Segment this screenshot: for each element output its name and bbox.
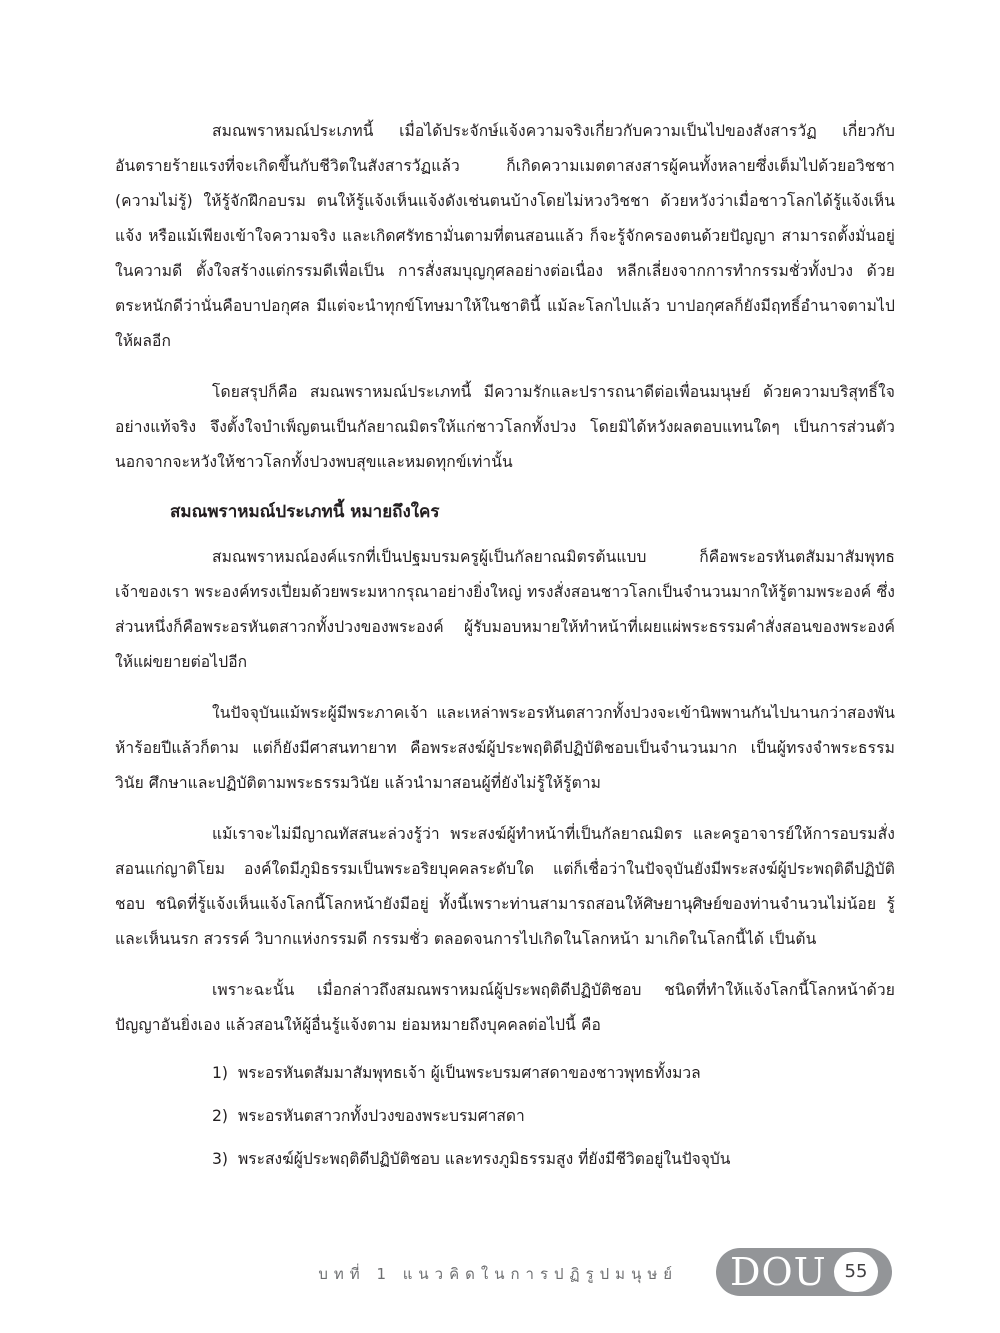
paragraph: สมณพราหมณ์องค์แรกที่เป็นปฐมบรมครูผู้เป็นกัลยาณมิตรต้นแบบ ก็คือพระอรหันตสัมมาสัมพุทธเจ้าของเรา พระองค์ทรงเปี่ยมด้วยพระมหากรุณาอย่างยิ่งใหญ่ ทรงสั่งสอนชาวโลกเป็นจำนวนมากให้รู้ตามพระองค์ ซึ่งส่วนหนึ่งก็คือพระอรหันตสาวกทั้งปวงของพระองค์ ผู้รับมอบหมายให้ทำหน้าที่เผยแผ่พระธรรมคำสั่งสอนของพระองค์ให้แผ่ขยายต่อไปอีก <box>115 548 895 671</box>
paragraph: แม้เราจะไม่มีญาณทัสสนะล่วงรู้ว่า พระสงฆ์ผู้ทำหน้าที่เป็นกัลยาณมิตร และครูอาจารย์ให้การอบรมสั่งสอนแก่ญาติโยม องค์ใดมีภูมิธรรมเป็นพระอริยบุคคลระดับใด แต่ก็เชื่อว่าในปัจจุบันยังมีพระสงฆ์ผู้ประพฤติดีปฏิบัติชอบ ชนิดที่รู้แจ้งเห็นแจ้งโลกนี้โลกหน้ายังมีอยู่ ทั้งนี้เพราะท่านสามารถสอนให้ศิษยานุศิษย์ของท่านจำนวนไม่น้อย รู้และเห็นนรก สวรรค์ วิบากแห่งกรรมดี กรรมชั่ว ตลอดจนการไปเกิดในโลกหน้า มาเกิดในโลกนี้ได้ เป็นต้น <box>115 825 895 948</box>
list-item-text: พระอรหันตสัมมาสัมพุทธเจ้า ผู้เป็นพระบรมศาสดาของชาวพุทธทั้งมวล <box>238 1064 701 1082</box>
list-item <box>212 1102 895 1131</box>
chapter-title: บทที่ 1 แนวคิดในการปฏิรูปมนุษย์ <box>318 1265 678 1283</box>
list-item-text: พระอรหันตสาวกทั้งปวงของพระบรมศาสดา <box>238 1107 525 1125</box>
list-item-text: พระสงฆ์ผู้ประพฤติดีปฏิบัติชอบ และทรงภูมิธรรมสูง ที่ยังมีชีวิตอยู่ในปัจจุบัน <box>238 1150 731 1168</box>
numbered-list <box>115 1059 895 1174</box>
page-footer <box>0 1248 1000 1298</box>
section-heading: สมณพราหมณ์ประเภทนี้ หมายถึงใคร <box>170 502 440 522</box>
dou-badge <box>716 1248 892 1296</box>
list-item-number: 1) <box>212 1064 229 1082</box>
list-item-number: 2) <box>212 1107 229 1125</box>
paragraph: โดยสรุปก็คือ สมณพราหมณ์ประเภทนี้ มีความรักและปรารถนาดีต่อเพื่อนมนุษย์ ด้วยความบริสุทธิ์ใจอย่างแท้จริง จึงตั้งใจบำเพ็ญตนเป็นกัลยาณมิตรให้แก่ชาวโลกทั้งปวง โดยมิได้หวังผลตอบแทนใดๆ เป็นการส่วนตัว นอกจากจะหวังให้ชาวโลกทั้งปวงพบสุขและหมดทุกข์เท่านั้น <box>115 383 895 471</box>
paragraph: เพราะฉะนั้น เมื่อกล่าวถึงสมณพราหมณ์ผู้ประพฤติดีปฏิบัติชอบ ชนิดที่ทำให้แจ้งโลกนี้โลกหน้าด้วยปัญญาอันยิ่งเอง แล้วสอนให้ผู้อื่นรู้แจ้งตาม ย่อมหมายถึงบุคคลต่อไปนี้ คือ <box>115 981 895 1034</box>
page-content <box>115 114 895 1188</box>
list-item <box>212 1145 895 1174</box>
paragraph: สมณพราหมณ์ประเภทนี้ เมื่อได้ประจักษ์แจ้งความจริงเกี่ยวกับความเป็นไปของสังสารวัฏ เกี่ยวกับอันตรายร้ายแรงที่จะเกิดขึ้นกับชีวิตในสังสารวัฏแล้ว ก็เกิดความเมตตาสงสารผู้คนทั้งหลายซึ่งเต็มไปด้วยอวิชชา (ความไม่รู้) ให้รู้จักฝึกอบรม ตนให้รู้แจ้งเห็นแจ้งดังเช่นตนบ้างโดยไม่หวงวิชชา ด้วยหวังว่าเมื่อชาวโลกได้รู้แจ้งเห็นแจ้ง หรือแม้เพียงเข้าใจความจริง และเกิดศรัทธามั่นตามที่ตนสอนแล้ว ก็จะรู้จักครองตนด้วยปัญญา สามารถตั้งมั่นอยู่ในความดี ตั้งใจสร้างแต่กรรมดีเพื่อเป็น การสั่งสมบุญกุศลอย่างต่อเนื่อง หลีกเลี่ยงจากการทำกรรมชั่วทั้งปวง ด้วยตระหนักดีว่านั่นคือบาปอกุศล มีแต่จะนำทุกข์โทษมาให้ในชาตินี้ แม้ละโลกไปแล้ว บาปอกุศลก็ยังมีฤทธิ์อำนาจตามไปให้ผลอีก <box>115 122 895 350</box>
paragraph: ในปัจจุบันแม้พระผู้มีพระภาคเจ้า และเหล่าพระอรหันตสาวกทั้งปวงจะเข้านิพพานกันไปนานกว่าสองพันห้าร้อยปีแล้วก็ตาม แต่ก็ยังมีศาสนทายาท คือพระสงฆ์ผู้ประพฤติดีปฏิบัติชอบเป็นจำนวนมาก เป็นผู้ทรงจำพระธรรมวินัย ศึกษาและปฏิบัติตามพระธรรมวินัย แล้วนำมาสอนผู้ที่ยังไม่รู้ให้รู้ตาม <box>115 704 895 792</box>
list-item-number: 3) <box>212 1150 229 1168</box>
page-number: 55 <box>834 1252 878 1292</box>
list-item <box>212 1059 895 1088</box>
dou-logo: DOU <box>730 1250 827 1294</box>
